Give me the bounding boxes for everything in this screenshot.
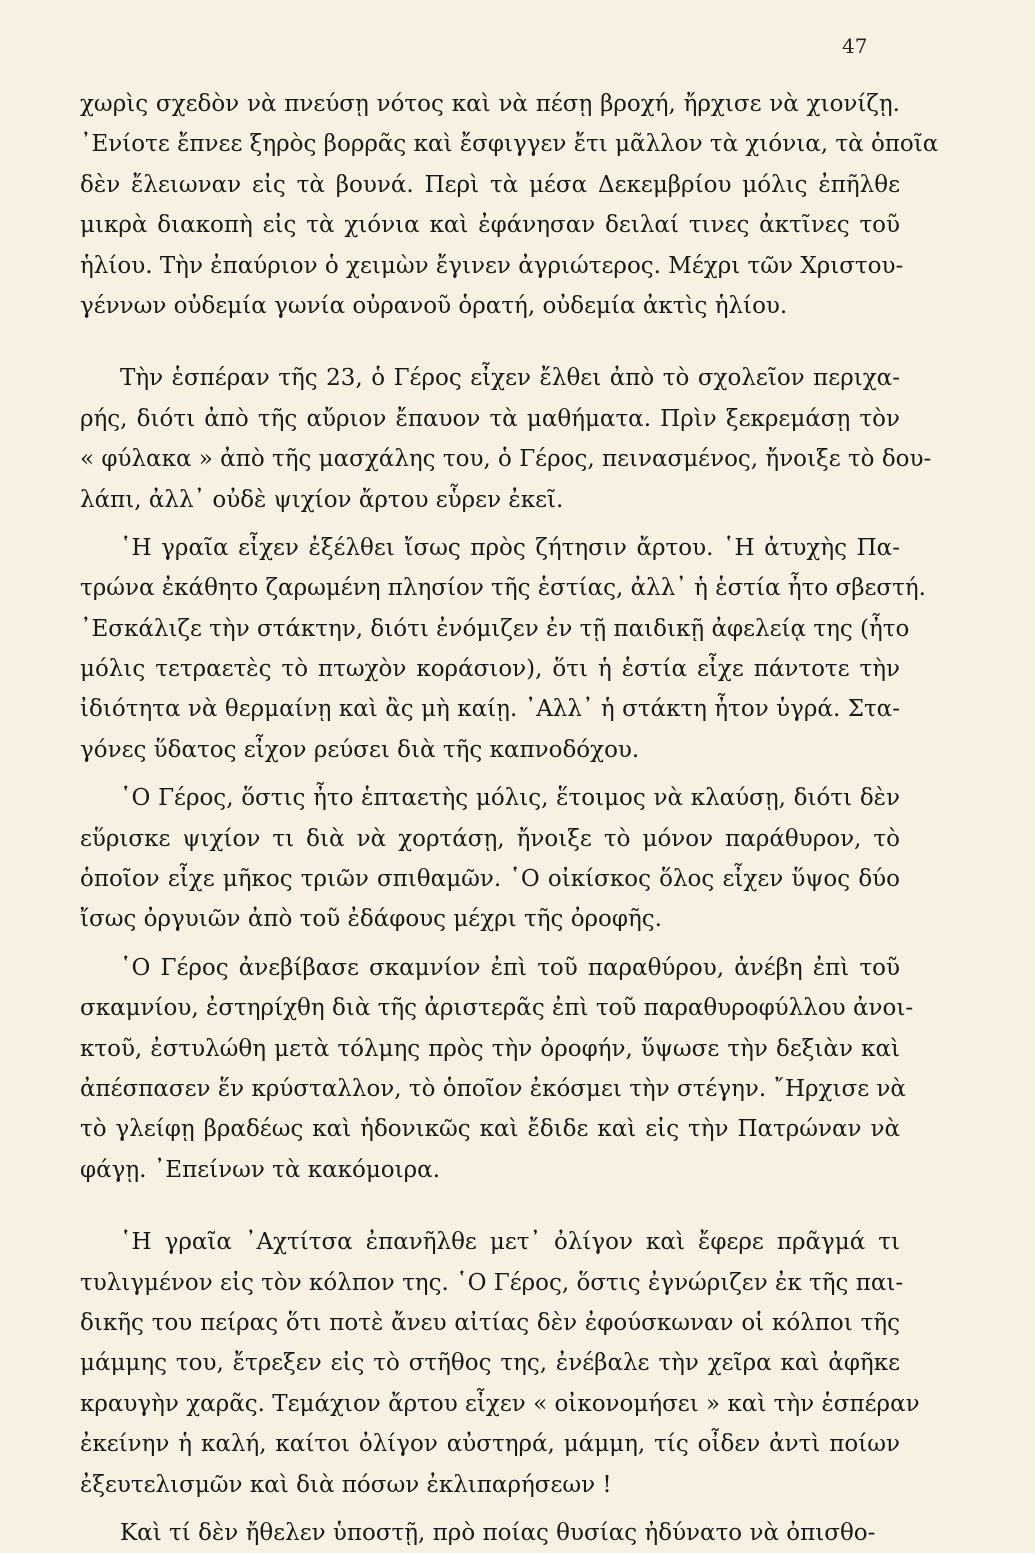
text-line: ῾Η γραῖα εἶχεν ἐξέλθει ἴσως πρὸς ζήτησιν ἄρτου. ῾Η ἀτυχὴς Πα-	[120, 534, 900, 561]
text-line: Τὴν ἑσπέραν τῆς 23, ὁ Γέρος εἶχεν ἔλθει ἀπὸ τὸ σχολεῖον περιχα-	[120, 365, 900, 392]
text-line: ἴσως ὀργυιῶν ἀπὸ τοῦ ἐδάφους μέχρι τῆς ὀροφῆς.	[80, 906, 662, 933]
page-number: 47	[842, 34, 868, 58]
text-line: ἐξευτελισμῶν καὶ διὰ πόσων ἐκλιπαρήσεων !	[80, 1471, 612, 1498]
text-line: τυλιγμένον εἰς τὸν κόλπον της. ῾Ο Γέρος, ὅστις ἐγνώριζεν ἐκ τῆς παι-	[80, 1269, 904, 1296]
text-line: ᾿Ενίοτε ἔπνεε ξηρὸς βορρᾶς καὶ ἔσφιγγεν ἔτι μᾶλλον τὰ χιόνια, τὰ ὁποῖα	[80, 131, 939, 158]
paragraph	[80, 358, 932, 520]
text-line: Καὶ τί δὲν ἤθελεν ὑποστῇ, πρὸ ποίας θυσίας ἠδύνατο νὰ ὀπισθο-	[120, 1519, 876, 1546]
text-line: χωρὶς σχεδὸν νὰ πνεύσῃ νότος καὶ νὰ πέσῃ βροχή, ἤρχισε νὰ χιονίζῃ.	[80, 91, 900, 117]
paragraph	[80, 84, 939, 326]
text-line: κραυγὴν χαρᾶς. Τεμάχιον ἄρτου εἶχεν « οἰκονομήσει » καὶ τὴν ἑσπέραν	[80, 1390, 920, 1417]
text-line: ἡλίου. Τὴν ἐπαύριον ὁ χειμὼν ἔγινεν ἀγριώτερος. Μέχρι τῶν Χριστου-	[80, 252, 904, 279]
text-line: τρώνα ἐκάθητο ζαρωμένη πλησίον τῆς ἑστίας, ἀλλ᾿ ἡ ἑστία ἦτο σβεστή.	[80, 575, 926, 602]
text-line: ἐκείνην ἡ καλή, καίτοι ὀλίγον αὐστηρά, μάμμη, τίς οἶδεν ἀντὶ ποίων	[80, 1431, 900, 1458]
text-line: μόλις τετραετὲς τὸ πτωχὸν κοράσιον), ὅτι ἡ ἑστία εἶχε πάντοτε τὴν	[80, 656, 900, 683]
text-line: ἀπέσπασεν ἕν κρύσταλλον, τὸ ὁποῖον ἐκόσμει τὴν στέγην. ῎Ηρχισε νὰ	[80, 1075, 906, 1102]
text-line: ῾Ο Γέρος ἀνεβίβασε σκαμνίον ἐπὶ τοῦ παραθύρου, ἀνέβη ἐπὶ τοῦ	[120, 954, 900, 981]
text-line: δὲν ἔλειωναν εἰς τὰ βουνά. Περὶ τὰ μέσα Δεκεμβρίου μόλις ἐπῆλθε	[80, 171, 900, 198]
text-line: φάγῃ. ᾿Επείνων τὰ κακόμοιρα.	[80, 1156, 441, 1183]
text-line: γέννων οὐδεμία γωνία οὐρανοῦ ὁρατή, οὐδεμία ἀκτὶς ἡλίου.	[80, 292, 788, 319]
text-line: μικρὰ διακοπὴ εἰς τὰ χιόνια καὶ ἐφάνησαν δειλαί τινες ἀκτῖνες τοῦ	[80, 212, 900, 239]
text-line: σκαμνίου, ἐστηρίχθη διὰ τῆς ἀριστερᾶς ἐπὶ τοῦ παραθυροφύλλου ἀνοι-	[80, 995, 914, 1022]
text-line: δικῆς του πείρας ὅτι ποτὲ ἄνευ αἰτίας δὲν ἐφούσκωναν οἱ κόλποι τῆς	[80, 1309, 900, 1336]
paragraph	[80, 948, 914, 1190]
body-text	[80, 84, 939, 1553]
text-line: κτοῦ, ἐστυλώθη μετὰ τόλμης πρὸς τὴν ὀροφήν, ὕψωσε τὴν δεξιὰν καὶ	[80, 1035, 900, 1062]
paragraph	[80, 1222, 920, 1505]
text-line: ρής, διότι ἀπὸ τῆς αὔριον ἔπαυον τὰ μαθήματα. Πρὶν ξεκρεμάσῃ τὸν	[80, 405, 900, 432]
text-line: τὸ γλείφῃ βραδέως καὶ ἡδονικῶς καὶ ἔδιδε καὶ εἰς τὴν Πατρώναν νὰ	[80, 1116, 900, 1143]
text-line: « φύλακα » ἀπὸ τῆς μασχάλης του, ὁ Γέρος, πεινασμένος, ἤνοιξε τὸ δου-	[80, 446, 932, 473]
text-line: λάπι, ἀλλ᾿ οὐδὲ ψιχίον ἄρτου εὗρεν ἐκεῖ.	[80, 486, 564, 513]
paragraph	[80, 528, 926, 770]
text-line: ᾿Εσκάλιζε τὴν στάκτην, διότι ἐνόμιζεν ἐν τῇ παιδικῇ ἀφελείᾳ της (ἦτο	[80, 615, 910, 642]
text-line: εὕρισκε ψιχίον τι διὰ νὰ χορτάσῃ, ἤνοιξε τὸ μόνον παράθυρον, τὸ	[80, 825, 900, 852]
text-line: ῾Ο Γέρος, ὅστις ἦτο ἑπταετὴς μόλις, ἕτοιμος νὰ κλαύσῃ, διότι δὲν	[120, 785, 900, 812]
text-line: ἰδιότητα νὰ θερμαίνῃ καὶ ἂς μὴ καίῃ. ᾿Αλλ᾿ ἡ στάκτη ἦτον ὑγρά. Στα-	[80, 696, 900, 723]
text-line: μάμμης του, ἔτρεξεν εἰς τὸ στῆθος της, ἐνέβαλε τὴν χεῖρα καὶ ἀφῆκε	[80, 1350, 900, 1377]
paragraph	[80, 1513, 900, 1553]
text-line: ὁποῖον εἶχε μῆκος τριῶν σπιθαμῶν. ῾Ο οἰκίσκος ὅλος εἶχεν ὕψος δύο	[80, 866, 900, 893]
text-line: ῾Η γραῖα ᾿Αχτίτσα ἐπανῆλθε μετ᾿ ὀλίγον καὶ ἔφερε πρᾶγμά τι	[120, 1229, 900, 1256]
text-line: γόνες ὕδατος εἶχον ρεύσει διὰ τῆς καπνοδόχου.	[80, 736, 640, 763]
paragraph	[80, 778, 900, 940]
